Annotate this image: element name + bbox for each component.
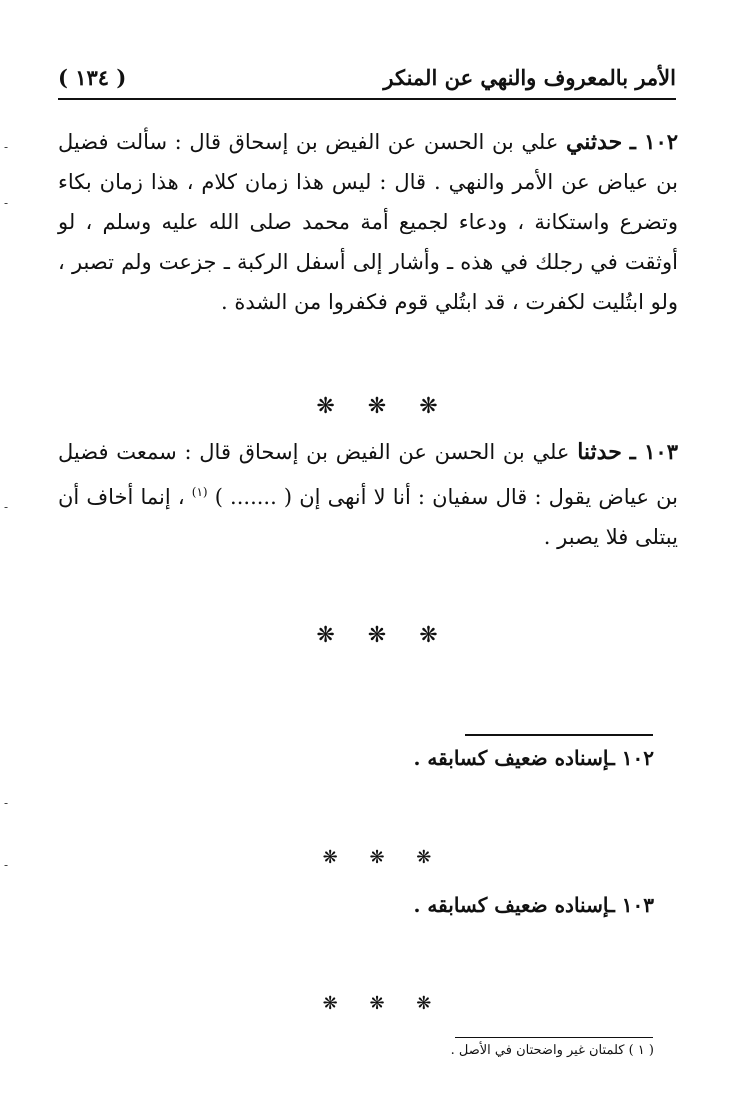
hadith-number: ١٠٢ ـ [629, 129, 679, 154]
narration-keyword: حدثني [565, 129, 623, 155]
note-number: ١٠٣ ـ [608, 893, 654, 917]
scan-mark: - [4, 196, 9, 210]
notes-divider [465, 734, 653, 736]
hadith-103 [58, 432, 678, 557]
grading-note-103 [413, 893, 654, 917]
scan-mark: - [4, 140, 9, 154]
footnote-reference: (١) [191, 485, 208, 499]
scan-mark: - [4, 858, 9, 872]
separator-stars: ❋ ❋ ❋ [316, 394, 438, 419]
scan-mark: - [4, 796, 9, 810]
footnote-divider [455, 1037, 653, 1038]
narration-keyword: حدثنا [577, 439, 622, 465]
note-text: إسناده ضعيف كسابقه . [413, 893, 609, 917]
separator-stars: ❋ ❋ ❋ [322, 847, 432, 868]
note-number: ١٠٢ ـ [608, 746, 654, 770]
hadith-text-continued: ، إنما أخاف أن يبتلى فلا يصبر . [58, 485, 678, 549]
footnote: ( ١ ) كلمتان غير واضحتان في الأصل . [450, 1043, 654, 1058]
hadith-102 [58, 122, 678, 322]
hadith-text: علي بن الحسن عن الفيض بن إسحاق قال : سألت فضيل بن عياض عن الأمر والنهي . قال : ليس هذا زمان كلام ، هذا زمان بكاء وتضرع واستكانة ، ودعاء لجميع أمة محمد صلى الله عليه وسلم ، لو أوثقت في رجلك في هذه ـ وأشار إلى أسفل الركبة ـ جزعت ولم تصبر ، ولو ابتُليت لكفرت ، قد ابتُلي قوم فكفروا من الشدة . [58, 130, 678, 314]
header-title: الأمر بالمعروف والنهي عن المنكر [383, 65, 676, 90]
separator-stars: ❋ ❋ ❋ [316, 623, 438, 648]
note-text: إسناده ضعيف كسابقه . [413, 746, 609, 770]
separator-stars: ❋ ❋ ❋ [322, 993, 432, 1014]
hadith-text: علي بن الحسن عن الفيض بن إسحاق قال : سمعت فضيل بن عياض يقول : قال سفيان : أنا لا أنهى إن ( ....... ) [58, 440, 678, 509]
scan-mark: - [4, 500, 9, 514]
grading-note-102 [413, 746, 654, 770]
hadith-number: ١٠٣ ـ [629, 439, 678, 464]
page-number: ( ١٣٤ ) [58, 65, 127, 90]
running-header [58, 58, 676, 100]
